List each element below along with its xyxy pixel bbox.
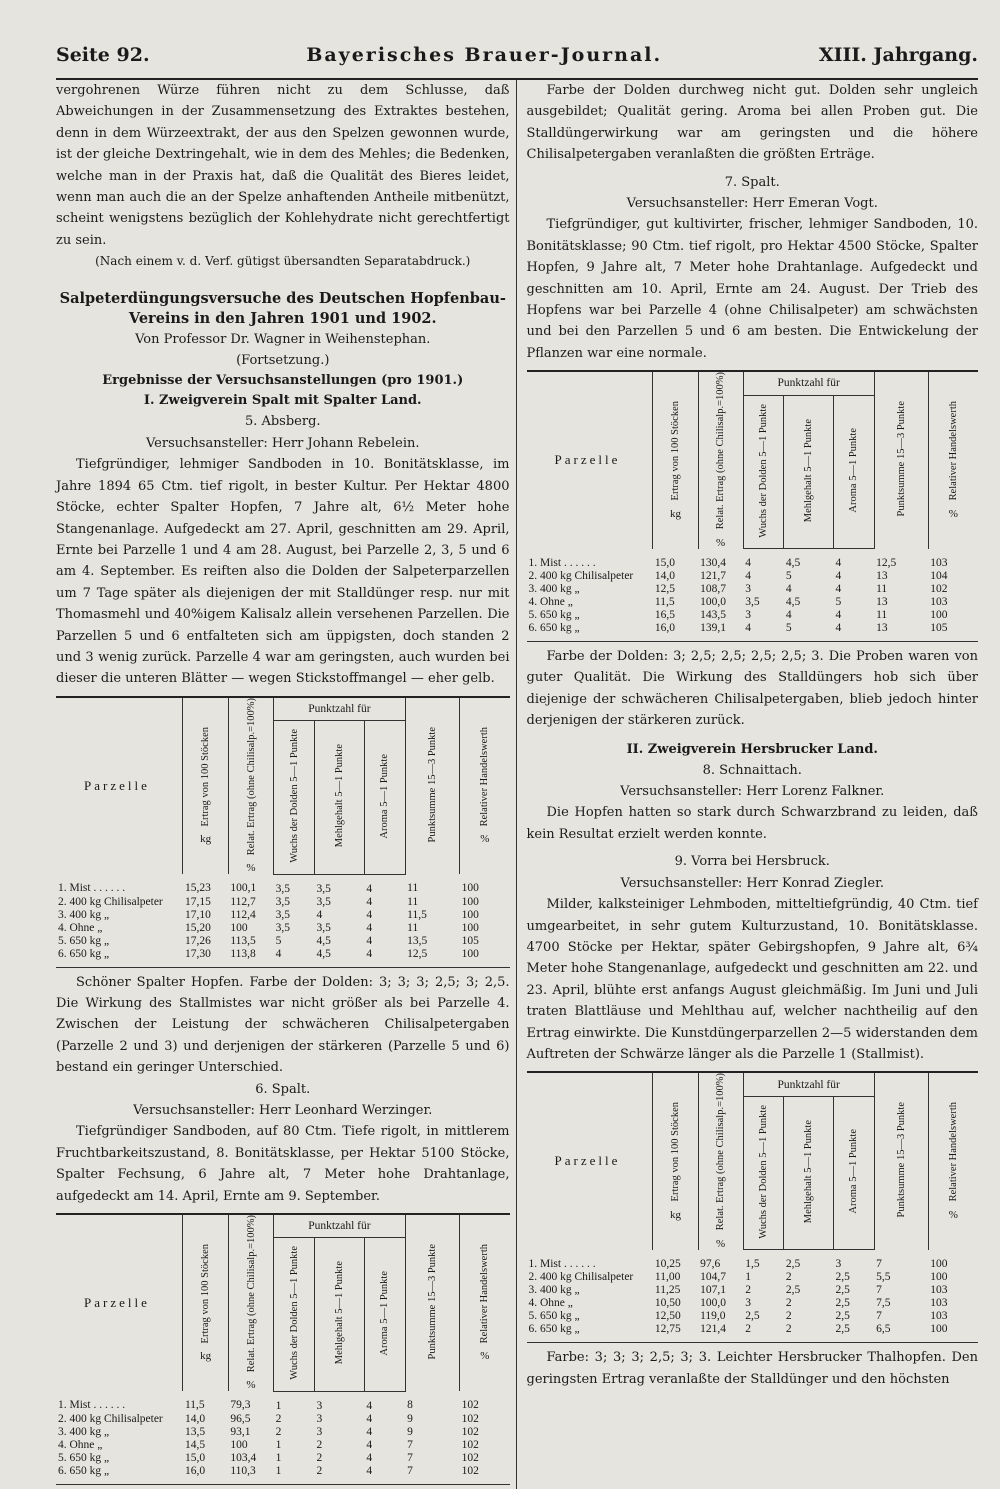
table-cell: 4 [366,934,373,947]
table-row [527,1297,979,1310]
table-cell: 11 [876,609,888,622]
table-cell: 110,3 [230,1464,256,1477]
col-handel: Relativer Handelswerth % [928,1072,978,1249]
table-cell: 103 [930,1310,948,1323]
col-parzelle: Parzelle [527,371,653,548]
site8-operator: Versuchsansteller: Herr Lorenz Falkner. [620,784,885,800]
table-cell: 2,5 [835,1323,850,1336]
col-aroma: Aroma 5—1 Punkte [364,721,405,874]
table-cell: 100 [930,1271,948,1284]
table-site7 [527,370,979,642]
row-label: 1. Mist . . . . . . [528,1257,596,1270]
table-cell: 4 [835,622,842,635]
col-mehl: Mehlgehalt 5—1 Punkte [314,721,364,874]
table-cell: 2 [275,1412,282,1425]
table-cell: 100 [230,921,248,934]
row-label: 1. Mist . . . . . . [528,556,596,569]
table-cell: 103 [930,556,948,569]
table-row [527,570,979,583]
table-cell: 16,0 [184,1464,206,1477]
table-cell: 143,5 [700,609,726,622]
table-cell: 2,5 [785,1284,801,1297]
site7-title: 7. Spalt. [724,174,780,190]
site6-text: Tiefgründiger Sandboden, auf 80 Ctm. Tiefe rigolt, in mittlerem Fruchtbarkeitszustand, 8. Bonitätsklasse, per Hektar 5100 Stöcke, Spalter Fechsung, 6 Jahre alt, 7 Meter hohe Drahtanlage, aufgedeckt am 14. April, Ernte am 9. September. [56,1124,510,1204]
row-label: 2. 400 kg Chilisalpeter [58,1412,163,1425]
author-line: Von Professor Dr. Wagner in Weihenstephan. [135,331,431,347]
row-label: 2. 400 kg Chilisalpeter [528,1271,634,1284]
table-cell: 7 [407,1451,413,1464]
table-cell: 102 [461,1464,479,1477]
table-cell: 3,5 [275,921,291,934]
table-cell: 17,15 [184,895,211,908]
table-cell: 8 [407,1399,413,1412]
table-cell: 15,20 [184,921,211,934]
table-cell: 3,5 [275,882,291,895]
row-label: 5. 650 kg „ [528,1310,580,1323]
table-row [527,1271,979,1284]
table-cell: 2 [745,1323,751,1336]
table-cell: 12,50 [654,1310,681,1323]
table-cell: 107,1 [700,1284,726,1297]
table-cell: 16,0 [654,622,676,635]
col-wuchs: Wuchs der Dolden 5—1 Punkte [743,395,784,548]
table-cell: 119,0 [700,1310,726,1323]
table-cell: 15,23 [184,882,211,895]
table-cell: 2 [785,1297,792,1310]
table-cell: 100 [461,908,479,921]
table-cell: 103 [930,596,948,609]
results-heading: Ergebnisse der Versuchsanstellungen (pro 1901.) [102,373,464,389]
table-row [527,1250,979,1272]
table-cell: 4 [745,557,751,570]
site6-title: 6. Spalt. [255,1081,311,1097]
table-cell: 3 [745,583,751,596]
table-cell: 103 [930,1284,948,1297]
table-cell: 14,5 [184,1438,206,1451]
page-number: Seite 92. [56,44,150,66]
table-cell: 100 [461,895,479,908]
table-cell: 4,5 [316,934,331,947]
table-cell: 11,25 [654,1284,681,1297]
continued-note: (Fortsetzung.) [236,353,330,369]
volume: XIII. Jahrgang. [818,44,978,66]
row-label: 1. Mist . . . . . . [58,882,126,895]
row-label: 3. 400 kg „ [528,583,580,596]
table-cell: 3 [835,1258,842,1271]
table-cell: 4 [366,1451,373,1464]
table-cell: 96,5 [230,1412,251,1425]
table-cell: 104 [930,570,948,583]
table-cell: 4 [366,1425,373,1438]
table-cell: 4 [745,570,751,583]
table-cell: 11,5 [654,596,675,609]
table-cell: 4 [366,921,373,934]
table-row [527,1284,979,1297]
row-label: 3. 400 kg „ [58,908,110,921]
columns [56,80,978,1489]
col-aroma: Aroma 5—1 Punkte [833,1096,874,1249]
site5-text: Tiefgründiger, lehmiger Sandboden in 10. Bonitätsklasse, im Jahre 1894 65 Ctm. tief rigolt, in bester Kultur. Per Hektar 4800 Stöcke, echter Spalter Hopfen, 7 Jahre alt, 6½ Meter hohe Stangenanlage. Aufgedeckt am 27. April, geschnitten am 29. April, Ernte bei Parzelle 1 und 4 am 28. August, bei Parzelle 2, 3, 5 und 6 am 4. September. Es reiften also die Dolden der Salpeterparzellen um 7 Tage später als diejenigen der mit Stalldünger resp. nur mit Thomasmehl und 40%igem Kalisalz allein versehenen Parzellen. Die Parzellen 5 und 6 entfalteten sich am üppigsten, doch standen 2 und 3 wenig zurück. Parzelle 4 war am geringsten, auch wurden bei dieser die unteren Blätter — wegen Stickstoffmangel — eher gelb. [56,457,510,687]
site5-title: 5. Absberg. [244,414,321,430]
table-cell: 102 [461,1412,479,1425]
table-cell: 4,5 [785,596,801,609]
table-cell: 15,0 [184,1451,206,1464]
table-cell: 4,5 [785,557,801,570]
table-row [527,583,979,596]
site8-title: 8. Schnaittach. [702,762,802,778]
site9-after: Farbe: 3; 3; 3; 2,5; 3; 3. Leichter Hersbrucker Thalhopfen. Den geringsten Ertrag veranlaßte der Stalldünger und den höchsten [526,1350,978,1387]
table-cell: 3,5 [316,895,331,908]
table-cell: 2 [275,1425,282,1438]
table-cell: 14,0 [654,570,676,583]
table-cell: 105 [461,934,479,947]
table-row [56,948,510,968]
row-label: 4. Ohne „ [58,1438,103,1451]
table-cell: 7 [876,1310,882,1323]
table-cell: 100 [461,882,479,895]
site6-after: Farbe der Dolden durchweg nicht gut. Dolden sehr ungleich ausgebildet; Qualität gering. Aroma bei allen Proben gut. Die Stalldüngerwirkung war am geringsten und die höhere Chilisalpetergaben veranlaßten die größten Erträge. [526,83,978,163]
table-cell: 112,4 [230,908,256,921]
table-row [56,1426,510,1439]
site7-text: Tiefgründiger, gut kultivirter, frischer, lehmiger Sandboden, 10. Bonitätsklasse; 90 Ctm. tief rigolt, pro Hektar 4500 Stöcke, Spalter Hopfen, 9 Jahre alt, 7 Meter hohe Drahtanlage. Aufgedeckt und geschnitten am 10. April, Ernte am 24. August. Der Trieb des Hopfens war bei Parzelle 4 (ohne Chilisalpeter) am schwächsten und bei den Parzellen 5 und 6 am besten. Die Entwickelung der Pflanzen war eine normale. [526,217,978,361]
table-cell: 17,30 [184,947,211,960]
table-cell: 4 [366,1464,373,1477]
col-wuchs: Wuchs der Dolden 5—1 Punkte [274,1238,315,1391]
section-heading-2: II. Zweigverein Hersbrucker Land. [626,741,878,757]
table-cell: 7 [407,1438,413,1451]
row-label: 4. Ohne „ [58,921,103,934]
table-cell: 100 [230,1438,248,1451]
table-cell: 93,1 [230,1425,251,1438]
table-cell: 2 [785,1271,792,1284]
table-cell: 2 [316,1451,323,1464]
row-label: 4. Ohne „ [528,1297,573,1310]
table-cell: 100 [461,947,479,960]
col-punktzahl: Punktzahl für [274,697,406,721]
col-handel: Relativer Handelswerth % [928,371,978,548]
table-cell: 1,5 [745,1258,760,1271]
table-cell: 4 [835,570,842,583]
col-ertrag: Ertrag von 100 Stöcken kg [183,1214,228,1391]
table-cell: 17,10 [184,908,211,921]
table-cell: 139,1 [700,622,726,635]
table-cell: 1 [275,1399,282,1412]
site7-after: Farbe der Dolden: 3; 2,5; 2,5; 2,5; 2,5; 3. Die Proben waren von guter Qualität. Die Wirkung des Stalldüngers hob sich über diejenige der schwächeren Chilisalpetergaben, blieb jedoch hinter derjenigen der stärkeren zurück. [526,649,978,729]
site5-operator: Versuchsansteller: Herr Johann Rebelein. [145,435,420,451]
table-cell: 11 [876,583,888,596]
table-row [56,1439,510,1452]
table-row [527,596,979,609]
journal-title: Bayerisches Brauer-Journal. [306,44,663,66]
table-cell: 4 [366,882,373,895]
site6-operator: Versuchsansteller: Herr Leonhard Werzinger. [133,1102,433,1118]
col-parzelle: Parzelle [56,697,183,874]
table-row [527,622,979,642]
table-cell: 104,7 [700,1271,726,1284]
table-cell: 13 [876,622,888,635]
col-relat: Relat. Ertrag (ohne Chilisalp.=100%) % [228,1214,273,1391]
table-cell: 2,5 [835,1271,850,1284]
table-cell: 12,5 [407,947,428,960]
table-cell: 11,00 [654,1271,681,1284]
table-cell: 3 [745,1297,751,1310]
table-cell: 6,5 [876,1323,891,1336]
col-wuchs: Wuchs der Dolden 5—1 Punkte [743,1096,784,1249]
table-cell: 2,5 [835,1297,850,1310]
table-cell: 105 [930,622,948,635]
table-cell: 100,0 [700,1297,726,1310]
col-relat: Relat. Ertrag (ohne Chilisalp.=100%) % [698,371,743,548]
table-cell: 13,5 [407,934,428,947]
table-cell: 10,50 [654,1297,681,1310]
table-site6 [56,1213,510,1485]
col-summe: Punktsumme 15—3 Punkte [874,1072,928,1249]
col-aroma: Aroma 5—1 Punkte [833,395,874,548]
table-cell: 102 [461,1438,479,1451]
row-label: 5. 650 kg „ [58,934,110,947]
row-label: 3. 400 kg „ [58,1425,110,1438]
table-cell: 13 [876,596,888,609]
table-cell: 16,5 [654,609,676,622]
col-summe: Punktsumme 15—3 Punkte [405,697,459,874]
table-row [56,1452,510,1465]
table-cell: 100 [461,921,479,934]
site5-after: Schöner Spalter Hopfen. Farbe der Dolden: 3; 3; 3; 2,5; 3; 2,5. Die Wirkung des Stallmistes war nicht größer als bei Parzelle 4. Zwischen der Leistung der schwächeren Chilisalpetergaben (Parzelle 2 und 3) und derjenigen der stärkeren (Parzelle 5 und 6) bestand ein geringer Unterschied. [56,974,510,1076]
table-cell: 2 [785,1310,792,1323]
table-row [56,909,510,922]
table-cell: 7 [407,1464,413,1477]
table-row [527,1323,979,1343]
table-row [56,1391,510,1413]
col-parzelle: Parzelle [56,1214,183,1391]
intro-paragraph: vergohrenen Würze führen nicht zu dem Schlusse, daß Abweichungen in der Zusammensetzung des Extraktes bestehen, denn in dem Würzeextrakt, der aus den Spelzen gewonnen wurde, ist der gleiche Dextringehalt, wie in dem des Mehles; die Bedenken, welche man in der Praxis hat, daß die Qualität des Bieres leidet, wenn man auch die an der Spelze anhaftenden Antheile mitbenützt, scheint wenigstens bezüglich der Kohlehydrate nicht gerechtfertigt zu sein. [56,83,510,248]
row-label: 1. Mist . . . . . . [58,1399,126,1412]
col-summe: Punktsumme 15—3 Punkte [405,1214,459,1391]
table-cell: 113,8 [230,947,256,960]
table-cell: 7 [876,1284,882,1297]
left-column [56,80,516,1489]
table-cell: 11 [407,921,419,934]
row-label: 5. 650 kg „ [528,609,580,622]
col-summe: Punktsumme 15—3 Punkte [874,371,928,548]
table-cell: 100,0 [700,596,726,609]
col-ertrag: Ertrag von 100 Stöcken kg [653,371,698,548]
table-cell: 108,7 [700,583,726,596]
row-label: 6. 650 kg „ [58,947,110,960]
row-label: 6. 650 kg „ [528,1323,580,1336]
table-cell: 79,3 [230,1399,251,1412]
col-punktzahl: Punktzahl für [743,1072,874,1096]
table-cell: 103 [930,1297,948,1310]
col-wuchs: Wuchs der Dolden 5—1 Punkte [274,721,315,874]
table-cell: 1 [275,1438,282,1451]
table-cell: 4 [745,622,751,635]
table-cell: 14,0 [184,1412,206,1425]
intro-note: (Nach einem v. d. Verf. gütigst übersandten Separatabdruck.) [95,254,471,269]
table-cell: 3 [745,609,751,622]
table-cell: 100,1 [230,882,257,895]
table-cell: 102 [930,583,948,596]
table-cell: 4 [785,609,792,622]
table-cell: 5 [275,934,282,947]
col-ertrag: Ertrag von 100 Stöcken kg [653,1072,698,1249]
row-label: 6. 650 kg „ [528,622,580,635]
table-cell: 4 [366,1438,373,1451]
table-cell: 97,6 [700,1257,721,1270]
table-cell: 102 [461,1451,479,1464]
col-aroma: Aroma 5—1 Punkte [364,1238,405,1391]
row-label: 3. 400 kg „ [528,1284,580,1297]
table-cell: 3,5 [275,895,291,908]
table-cell: 3,5 [316,921,331,934]
table-row [527,609,979,622]
table-cell: 3 [316,1399,323,1412]
table-cell: 100 [930,1323,948,1336]
col-mehl: Mehlgehalt 5—1 Punkte [784,1096,834,1249]
table-cell: 1 [745,1271,751,1284]
table-cell: 13,5 [184,1425,206,1438]
article-title: Salpeterdüngungsversuche des Deutschen Hopfenbau-Vereins in den Jahren 1901 und 1902. [59,289,506,327]
col-handel: Relativer Handelswerth % [460,1214,510,1391]
table-cell: 1 [275,1464,282,1477]
running-header [56,44,978,76]
table-cell: 4 [785,583,792,596]
table-cell: 9 [407,1412,413,1425]
table-cell: 2,5 [785,1258,801,1271]
table-cell: 11 [407,895,419,908]
table-cell: 5 [785,622,792,635]
col-punktzahl: Punktzahl für [743,371,874,395]
table-cell: 4 [316,908,323,921]
table-cell: 4 [366,1399,373,1412]
table-cell: 102 [461,1425,479,1438]
table-cell: 100 [930,609,948,622]
table-cell: 4 [366,947,373,960]
section-heading-1: I. Zweigverein Spalt mit Spalter Land. [143,393,422,409]
col-handel: Relativer Handelswerth % [460,697,510,874]
table-cell: 2 [316,1464,323,1477]
table-cell: 2,5 [835,1284,850,1297]
table-row [56,896,510,909]
col-ertrag: Ertrag von 100 Stöcken kg [183,697,228,874]
table-row [56,935,510,948]
table-cell: 112,7 [230,895,256,908]
table-cell: 3,5 [745,596,760,609]
table-cell: 5 [835,596,842,609]
table-cell: 11,5 [407,908,427,921]
table-cell: 12,5 [654,583,676,596]
table-cell: 4 [366,908,373,921]
table-cell: 113,5 [230,934,256,947]
table-cell: 121,4 [700,1323,726,1336]
table-cell: 7,5 [876,1297,891,1310]
table-cell: 2 [785,1323,792,1336]
right-column [517,80,979,1489]
table-cell: 5,5 [876,1271,891,1284]
site9-title: 9. Vorra bei Hersbruck. [674,854,830,870]
row-label: 2. 400 kg Chilisalpeter [528,570,634,583]
table-cell: 15,0 [654,556,676,569]
table-cell: 11,5 [184,1399,205,1412]
table-cell: 10,25 [654,1257,681,1270]
table-cell: 3 [316,1412,323,1425]
table-cell: 3,5 [275,908,291,921]
table-cell: 130,4 [700,556,726,569]
table-cell: 103,4 [230,1451,257,1464]
table-cell: 4,5 [316,947,331,960]
table-cell: 5 [785,570,792,583]
table-cell: 3 [316,1425,323,1438]
col-punktzahl: Punktzahl für [274,1214,406,1238]
table-cell: 102 [461,1399,479,1412]
table-site9 [527,1071,979,1343]
col-relat: Relat. Ertrag (ohne Chilisalp.=100%) % [698,1072,743,1249]
col-parzelle: Parzelle [527,1072,653,1249]
table-cell: 12,5 [876,556,897,569]
site9-text: Milder, kalksteiniger Lehmboden, mitteltiefgründig, 40 Ctm. tief umgearbeitet, in sehr gutem Kulturzustand, 10. Bonitätsklasse. 4700 Stöcke per Hektar, später Gebirgshopfen, 9 Jahre alt, 6¾ Meter hohe Stangenanlage, aufgedeckt und geschnitten am 22. und 23. April, blühte erst anfangs August gleichmäßig. Im Juni und Juli traten Blattläuse und Mehlthau auf, welcher nachtheilig auf den Ertrag einwirkte. Die Kunstdüngerparzellen 2—5 widerstanden dem Auftreten der Schwärze länger als die Parzelle 1 (Stallmist). [526,897,978,1062]
table-cell: 4 [366,1412,373,1425]
table-cell: 100 [930,1257,948,1270]
col-mehl: Mehlgehalt 5—1 Punkte [784,395,834,548]
table-cell: 12,75 [654,1323,681,1336]
table-cell: 2,5 [835,1310,850,1323]
table-cell: 4 [366,895,373,908]
table-cell: 2 [316,1438,323,1451]
table-cell: 2 [745,1284,751,1297]
table-cell: 4 [835,557,842,570]
table-cell: 13 [876,570,888,583]
row-label: 2. 400 kg Chilisalpeter [58,895,163,908]
table-cell: 11 [407,882,419,895]
col-mehl: Mehlgehalt 5—1 Punkte [314,1238,364,1391]
table-row [56,1413,510,1426]
table-row [56,922,510,935]
site7-operator: Versuchsansteller: Herr Emeran Vogt. [626,196,878,212]
table-cell: 9 [407,1425,413,1438]
table-cell: 17,26 [184,934,211,947]
table-cell: 4 [835,609,842,622]
col-relat: Relat. Ertrag (ohne Chilisalp.=100%) % [228,697,273,874]
table-cell: 2,5 [745,1310,760,1323]
table-row [56,1465,510,1485]
table-row [527,549,979,571]
table-row [56,874,510,896]
table-cell: 3,5 [316,882,331,895]
site8-text: Die Hopfen hatten so stark durch Schwarzbrand zu leiden, daß kein Resultat erzielt werden konnte. [526,805,978,842]
table-cell: 1 [275,1451,282,1464]
row-label: 6. 650 kg „ [58,1464,110,1477]
row-label: 4. Ohne „ [528,596,573,609]
table-cell: 4 [275,947,282,960]
table-cell: 4 [835,583,842,596]
site9-operator: Versuchsansteller: Herr Konrad Ziegler. [620,875,884,891]
table-cell: 7 [876,1257,882,1270]
table-cell: 121,7 [700,570,726,583]
row-label: 5. 650 kg „ [58,1451,110,1464]
table-site5 [56,696,510,968]
